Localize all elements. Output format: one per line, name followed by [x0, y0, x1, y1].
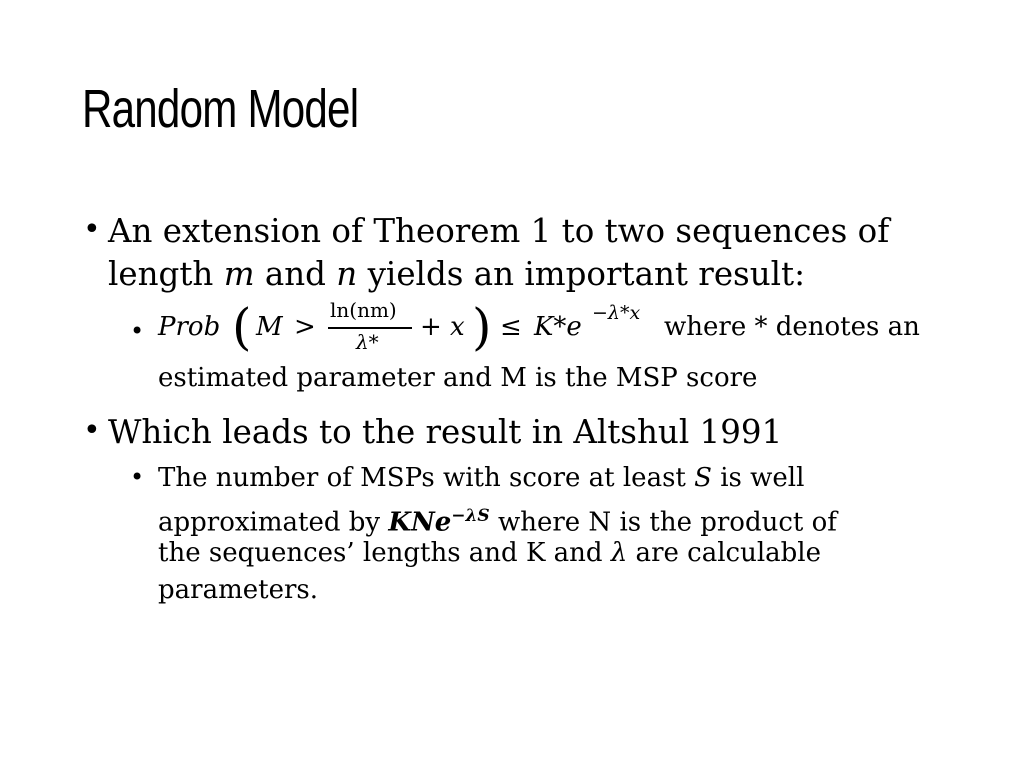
bullet-1-line-1: An extension of Theorem 1 to two sequences of [108, 212, 890, 250]
text: is well [711, 463, 805, 493]
eq-prob: Prob [158, 312, 221, 342]
eq-fraction-bar [328, 327, 412, 329]
text: the sequences’ lengths and K and [158, 538, 611, 568]
sub-bullet-dot: • [130, 463, 145, 491]
variable-S: S [694, 463, 712, 493]
lambda-symbol: λ [610, 538, 628, 568]
text: approximated by [158, 507, 389, 538]
text: where N is the product of [489, 507, 837, 538]
eq-plus-x: + x [420, 312, 465, 342]
sub-bullet-2-line-3 [158, 535, 978, 571]
bullet-2-line-1: Which leads to the result in Altshul 1991 [108, 413, 783, 451]
bullet-dot: • [83, 212, 101, 247]
eq-greater-than: > [294, 312, 316, 342]
bullet-dot: • [83, 413, 101, 448]
eq-M: M [256, 312, 283, 342]
sub-bullet-2-line-4: parameters. [158, 575, 318, 605]
sub-bullet-dot: • [130, 317, 145, 345]
sub-bullet-1-line-2: estimated parameter and M is the MSP score [158, 363, 758, 393]
text: yields an important result: [357, 255, 806, 293]
sub-bullet-2-line-1 [158, 460, 978, 496]
eq-trailing-text: where * denotes an [664, 312, 920, 342]
eq-K-e: K*e [534, 312, 582, 342]
eq-leq: ≤ [500, 312, 522, 342]
eq-denominator: λ* [356, 330, 379, 354]
slide-title: Random Model [82, 79, 359, 139]
eq-left-paren: ( [232, 298, 252, 356]
text: and [254, 255, 337, 293]
bullet-1-line-2 [108, 253, 968, 295]
eq-right-paren: ) [472, 298, 492, 356]
kne-exponent: −λS [451, 506, 490, 526]
probability-equation [158, 298, 998, 362]
variable-m: m [223, 255, 255, 293]
variable-n: n [336, 255, 358, 293]
kne-formula: KNe [388, 507, 452, 538]
text: are calculable [627, 538, 821, 568]
eq-numerator: ln(nm) [330, 298, 397, 322]
text: length [108, 255, 224, 293]
text: The number of MSPs with score at least [158, 463, 695, 493]
eq-exponent: −λ*x [592, 302, 641, 324]
